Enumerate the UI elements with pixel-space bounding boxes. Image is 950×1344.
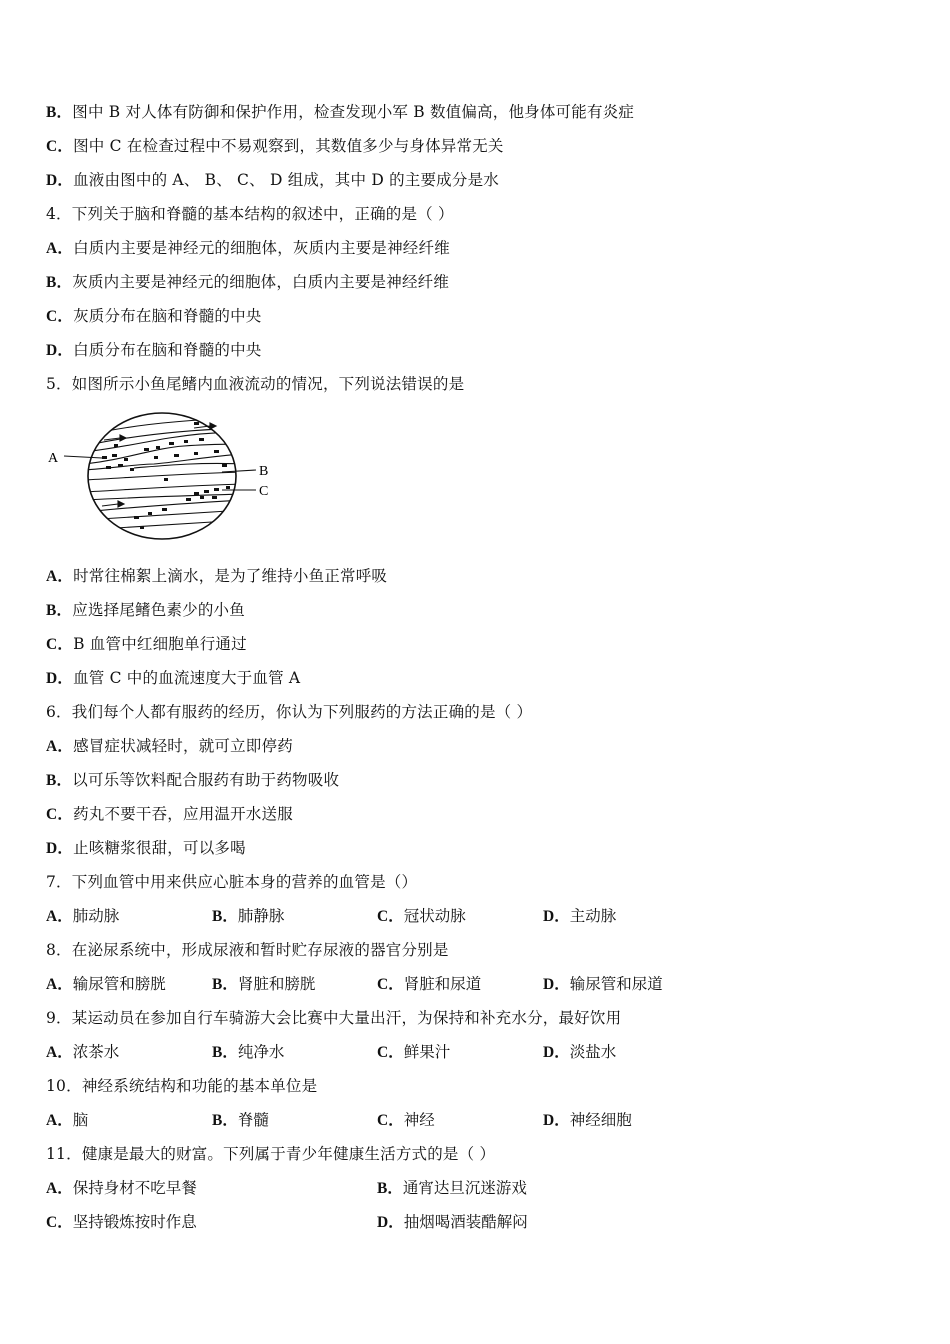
option-text: 坚持锻炼按时作息	[72, 1213, 197, 1231]
q8-option-d	[543, 974, 663, 995]
option-label: B．	[46, 274, 73, 291]
option-text: 抽烟喝酒装酷解闷	[403, 1213, 528, 1231]
option-label: C．	[377, 1112, 404, 1129]
option-text: 时常往棉絮上滴水，是为了维持小鱼正常呼吸	[73, 567, 388, 585]
option-label: D．	[543, 1044, 570, 1061]
question-9-stem: 9．某运动员在参加自行车骑游大会比赛中大量出汗，为保持和补充水分，最好饮用	[46, 1009, 622, 1027]
option-text: 主动脉	[569, 907, 617, 925]
option-text: 以可乐等饮料配合服药有助于药物吸收	[72, 771, 340, 789]
option-text: 白质分布在脑和脊髓的中央	[73, 341, 262, 359]
option-text: 神经细胞	[569, 1111, 632, 1129]
option-label: A．	[46, 976, 73, 993]
q3-option-d	[46, 170, 499, 191]
option-label: B．	[377, 1180, 403, 1197]
q5-option-c	[46, 634, 247, 655]
q6-option-c	[46, 804, 293, 825]
question-4-stem: 4．下列关于脑和脊髓的基本结构的叙述中，正确的是（ ）	[46, 205, 454, 223]
option-label: A．	[46, 1180, 73, 1197]
option-text: 脊髓	[237, 1111, 269, 1129]
q4-option-d	[46, 340, 262, 361]
option-label: B．	[212, 908, 238, 925]
option-label: C．	[377, 976, 404, 993]
option-text: 神经	[403, 1111, 435, 1129]
option-text: 感冒症状减轻时，就可立即停药	[73, 737, 293, 755]
q3-option-b	[46, 102, 634, 123]
q11-option-a	[46, 1178, 197, 1199]
option-label: D．	[46, 342, 74, 359]
option-text: 肾脏和尿道	[403, 975, 482, 993]
q9-option-c	[377, 1042, 450, 1063]
option-text: 图中 B 对人体有防御和保护作用，检查发现小军 B 数值偏高，他身体可能有炎症	[72, 103, 635, 121]
option-label: C．	[377, 908, 404, 925]
option-label: D．	[46, 670, 74, 687]
option-label: B．	[212, 1112, 238, 1129]
option-label: B．	[212, 976, 238, 993]
q6-option-a	[46, 736, 293, 757]
option-text: B 血管中红细胞单行通过	[73, 635, 247, 653]
q11-option-d	[377, 1212, 528, 1233]
option-label: D．	[543, 1112, 570, 1129]
option-label: A．	[46, 1112, 73, 1129]
option-text: 保持身材不吃早餐	[72, 1179, 197, 1197]
q7-option-d	[543, 906, 616, 927]
option-label: A．	[46, 568, 74, 585]
q3-option-c	[46, 136, 504, 157]
q9-option-a	[46, 1042, 119, 1063]
q5-option-a	[46, 566, 387, 587]
figure-label-b: B	[259, 464, 269, 479]
q4-option-b	[46, 272, 449, 293]
option-label: B．	[46, 772, 73, 789]
question-6-stem: 6．我们每个人都有服药的经历，你认为下列服药的方法正确的是（ ）	[46, 703, 533, 721]
question-11-stem: 11．健康是最大的财富。下列属于青少年健康生活方式的是（ ）	[46, 1145, 496, 1163]
option-text: 药丸不要干吞，应用温开水送服	[73, 805, 293, 823]
q8-option-a	[46, 974, 166, 995]
figure-label-c: C	[259, 484, 269, 499]
option-label: B．	[212, 1044, 238, 1061]
option-text: 淡盐水	[569, 1043, 617, 1061]
option-label: C．	[46, 308, 74, 325]
option-text: 肾脏和膀胱	[237, 975, 316, 993]
q10-option-c	[377, 1110, 435, 1131]
option-label: C．	[46, 636, 74, 653]
option-label: A．	[46, 240, 74, 257]
q4-option-c	[46, 306, 262, 327]
q8-option-c	[377, 974, 481, 995]
option-text: 冠状动脉	[403, 907, 466, 925]
question-10-stem: 10．神经系统结构和功能的基本单位是	[46, 1077, 318, 1095]
option-text: 灰质分布在脑和脊髓的中央	[73, 307, 262, 325]
q7-option-c	[377, 906, 466, 927]
q9-option-b	[212, 1042, 284, 1063]
option-text: 图中 C 在检查过程中不易观察到，其数值多少与身体异常无关	[73, 137, 504, 155]
option-label: A．	[46, 908, 73, 925]
option-text: 鲜果汁	[403, 1043, 451, 1061]
option-label: D．	[46, 840, 74, 857]
option-text: 脑	[72, 1111, 89, 1129]
option-label: C．	[46, 806, 74, 823]
option-label: C．	[46, 138, 74, 155]
question-8-stem: 8．在泌尿系统中，形成尿液和暂时贮存尿液的器官分别是	[46, 941, 449, 959]
fish-tail-blood-flow-figure	[44, 408, 280, 544]
option-text: 血管 C 中的血流速度大于血管 A	[73, 669, 301, 687]
option-text: 肺静脉	[237, 907, 285, 925]
q11-option-b	[377, 1178, 527, 1199]
q6-option-d	[46, 838, 246, 859]
question-5-stem: 5．如图所示小鱼尾鳍内血液流动的情况，下列说法错误的是	[46, 375, 465, 393]
question-7-stem: 7．下列血管中用来供应心脏本身的营养的血管是（）	[46, 873, 418, 891]
q5-option-b	[46, 600, 245, 621]
option-label: A．	[46, 1044, 73, 1061]
option-text: 肺动脉	[72, 907, 120, 925]
figure-label-a: A	[48, 451, 59, 466]
q7-option-a	[46, 906, 119, 927]
option-text: 血液由图中的 A、 B、 C、 D 组成，其中 D 的主要成分是水	[73, 171, 499, 189]
q8-option-b	[212, 974, 315, 995]
option-text: 灰质内主要是神经元的细胞体，白质内主要是神经纤维	[72, 273, 450, 291]
option-text: 止咳糖浆很甜，可以多喝	[73, 839, 246, 857]
option-label: D．	[46, 172, 74, 189]
q10-option-a	[46, 1110, 88, 1131]
option-label: B．	[46, 602, 73, 619]
option-label: B．	[46, 104, 73, 121]
q6-option-b	[46, 770, 339, 791]
option-label: C．	[46, 1214, 73, 1231]
q10-option-d	[543, 1110, 632, 1131]
option-text: 应选择尾鳍色素少的小鱼	[72, 601, 245, 619]
option-text: 输尿管和膀胱	[72, 975, 166, 993]
option-text: 纯净水	[237, 1043, 285, 1061]
option-label: D．	[543, 976, 570, 993]
q9-option-d	[543, 1042, 616, 1063]
option-text: 输尿管和尿道	[569, 975, 663, 993]
option-text: 浓茶水	[72, 1043, 120, 1061]
option-text: 白质内主要是神经元的细胞体，灰质内主要是神经纤维	[73, 239, 450, 257]
option-label: D．	[377, 1214, 404, 1231]
q5-option-d	[46, 668, 300, 689]
option-label: A．	[46, 738, 74, 755]
q4-option-a	[46, 238, 450, 259]
q10-option-b	[212, 1110, 269, 1131]
q7-option-b	[212, 906, 284, 927]
option-label: C．	[377, 1044, 404, 1061]
option-label: D．	[543, 908, 570, 925]
option-text: 通宵达旦沉迷游戏	[402, 1179, 527, 1197]
q11-option-c	[46, 1212, 197, 1233]
